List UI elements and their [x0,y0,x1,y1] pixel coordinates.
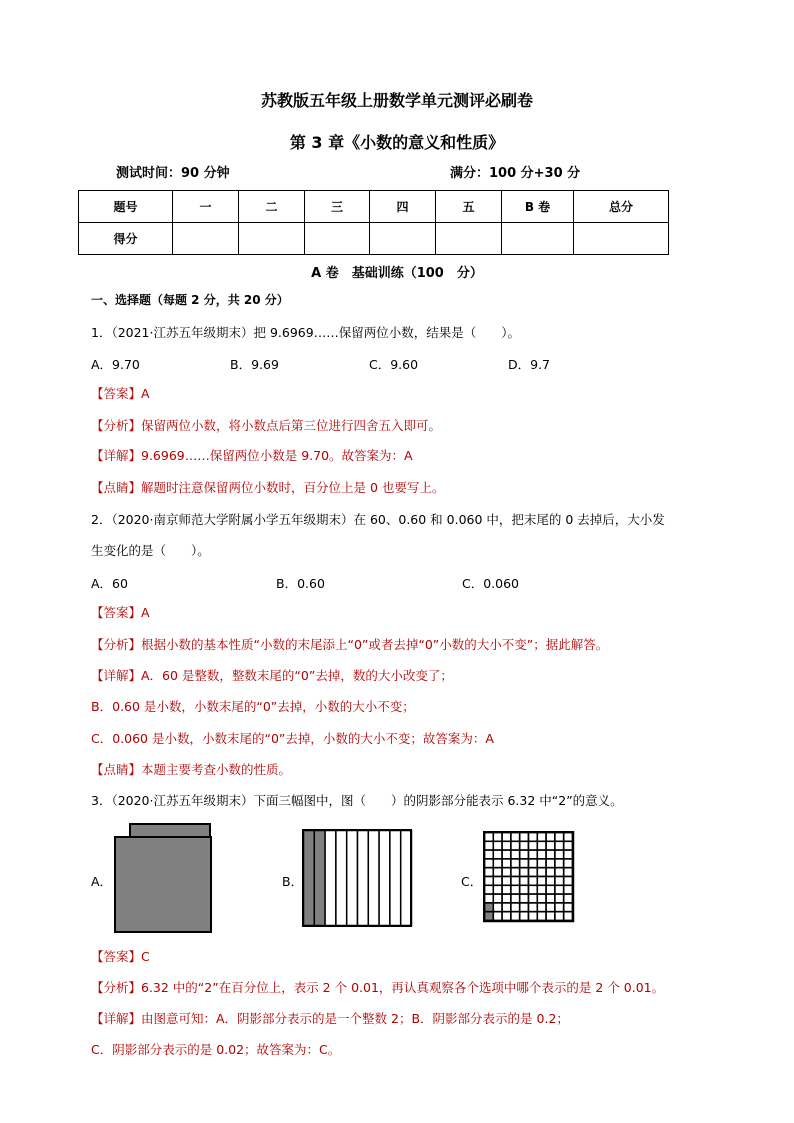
q2-answer: 【答案】A [91,605,150,620]
figure-c-cell [555,894,564,903]
figure-c-cell [546,833,555,842]
figure-c-cell [555,850,564,859]
figure-c-cell [502,894,511,903]
figure-c-cell [555,859,564,868]
figure-b-strip [314,831,325,926]
figure-c-cell [537,850,546,859]
figure-c-cell [511,894,520,903]
figure-c-cell [502,868,511,877]
figure-c-cell [564,877,573,886]
figure-c-cell [537,859,546,868]
figure-c-cell [546,912,555,921]
q3-answer: 【答案】C [91,949,150,964]
figure-c-cell [546,894,555,903]
figure-c-cell [493,859,502,868]
figure-c-cell [529,903,538,912]
q2-detail-c: C．0.060 是小数，小数末尾的“0”去掉，小数的大小不变；故答案为：A [91,731,494,746]
figure-c-cell [511,903,520,912]
figure-c-cell [555,877,564,886]
figure-c-cell [502,859,511,868]
figure-c-cell [493,841,502,850]
q1-stem: 1．（2021·江苏五年级期末）把 9.6969……保留两位小数，结果是（ ）。 [91,325,520,340]
figure-c-cell [529,868,538,877]
table-header-cell: B 卷 [502,191,574,223]
q3-label-c: C． [461,874,483,889]
figure-c-cell [511,833,520,842]
q1-answer: 【答案】A [91,386,150,401]
figure-c-cell [511,868,520,877]
figure-c-cell [502,850,511,859]
figure-c-cell [546,877,555,886]
figure-c-cell [502,912,511,921]
figure-c-cell [564,859,573,868]
table-header-cell: 总分 [574,191,669,223]
figure-c-cell [529,912,538,921]
figure-c-cell [485,903,494,912]
figure-c-cell [511,877,520,886]
figure-c-cell [520,841,529,850]
figure-b-strip [368,831,379,926]
figure-c-cell [502,903,511,912]
figure-b-strips [302,829,414,929]
figure-c-cell [529,885,538,894]
table-row-label: 得分 [79,223,173,255]
figure-c-cell [511,841,520,850]
q3-label-b: B． [282,874,304,889]
figure-c-cell [555,912,564,921]
figure-c-cell [520,885,529,894]
figure-c-cell [502,841,511,850]
figure-c-cell [485,868,494,877]
q2-detail-a: 【详解】A．60 是整数，整数末尾的“0”去掉，数的大小改变了； [91,668,453,683]
figure-c-cell [555,903,564,912]
figure-c-cell [511,885,520,894]
q1-analysis: 【分析】保留两位小数，将小数点后第三位进行四舍五入即可。 [91,418,442,433]
q2-analysis: 【分析】根据小数的基本性质“小数的末尾添上“0”或者去掉“0”小数的大小不变”；据此解答。 [91,637,609,652]
figure-c-cell [546,868,555,877]
figure-c-cell [564,894,573,903]
figure-b-strip [358,831,369,926]
score-cell[interactable] [436,223,502,255]
figure-c-cell [537,841,546,850]
q1-note: 【点睛】解题时注意保留两位小数时，百分位上是 0 也要写上。 [91,480,445,495]
figure-c-grid [483,831,575,931]
score-cell[interactable] [173,223,239,255]
figure-c-cell [493,877,502,886]
figure-c-cell [555,841,564,850]
full-score: 满分：100 分+30 分 [450,166,581,181]
doc-title: 苏教版五年级上册数学单元测评必刷卷 [260,91,533,110]
figure-c-cell [564,841,573,850]
figure-c-cell [537,912,546,921]
score-cell[interactable] [502,223,574,255]
section-heading: 一、选择题（每题 2 分，共 20 分） [91,293,289,307]
table-header-cell: 三 [305,191,370,223]
figure-c-cell [564,903,573,912]
figure-c-cell [502,877,511,886]
figure-b-strip [401,831,412,926]
figure-c-cell [555,885,564,894]
score-cell[interactable] [305,223,370,255]
figure-b-strip [379,831,390,926]
figure-c-cell [529,841,538,850]
figure-c-cell [546,841,555,850]
part-a-heading: A 卷 基础训练（100 分） [311,266,483,281]
figure-c-cell [546,850,555,859]
figure-c-cell [493,868,502,877]
chapter-title: 第 3 章《小数的意义和性质》 [289,133,505,152]
q2-option-c: C．0.060 [462,576,520,591]
figure-c-cell [564,850,573,859]
figure-c-cell [529,850,538,859]
figure-c-cell [502,833,511,842]
score-table [78,190,669,255]
test-time: 测试时间：90 分钟 [116,166,230,181]
figure-c-cell [537,877,546,886]
figure-c-cell [493,903,502,912]
figure-a-front-square [114,836,212,933]
figure-c-cell [529,859,538,868]
figure-c-cell [564,885,573,894]
q3-detail-1: 【详解】由图意可知：A．阴影部分表示的是一个整数 2；B．阴影部分表示的是 0.2； [91,1011,569,1026]
figure-c-cell [529,833,538,842]
q3-label-a: A． [91,874,113,889]
q2-stem: 2．（2020·南京师范大学附属小学五年级期末）在 60、0.60 和 0.060 中，把末尾的 0 去掉后，大小发 [91,512,665,527]
figure-c-cell [520,868,529,877]
figure-c-cell [537,903,546,912]
q3-stem: 3．（2020·江苏五年级期末）下面三幅图中，图（ ）的阴影部分能表示 6.32 中“2”的意义。 [91,793,623,808]
figure-c-cell [537,894,546,903]
figure-c-cell [502,885,511,894]
q2-option-a: A．60 [91,576,128,591]
table-header-cell: 二 [239,191,305,223]
figure-c-cell [555,833,564,842]
figure-c-cell [564,912,573,921]
table-header-cell: 题号 [79,191,173,223]
figure-c-cell [485,833,494,842]
table-header-cell: 四 [370,191,436,223]
q1-option-d: D．9.7 [508,357,551,372]
figure-c-cell [564,868,573,877]
figure-c-cell [520,894,529,903]
figure-c-cell [493,894,502,903]
figure-c-cell [485,885,494,894]
score-cell[interactable] [370,223,436,255]
figure-c-cell [485,841,494,850]
figure-b-strip [304,831,315,926]
figure-c-cell [485,912,494,921]
figure-c-cell [511,912,520,921]
figure-c-cell [537,833,546,842]
figure-b-strip [336,831,347,926]
q1-option-a: A．9.70 [91,357,140,372]
figure-c-cell [520,833,529,842]
figure-c-cell [520,877,529,886]
figure-c-cell [493,850,502,859]
figure-c-cell [537,868,546,877]
figure-b-strip [390,831,401,926]
figure-c-cell [511,859,520,868]
figure-c-cell [555,868,564,877]
q2-detail-b: B．0.60 是小数，小数末尾的“0”去掉，小数的大小不变； [91,699,415,714]
q2-stem-cont: 生变化的是（ ）。 [91,543,210,558]
figure-c-cell [529,877,538,886]
q2-note: 【点睛】本题主要考查小数的性质。 [91,762,292,777]
figure-c-cell [511,850,520,859]
q2-option-b: B．0.60 [276,576,325,591]
figure-c-cell [537,885,546,894]
figure-c-cell [493,912,502,921]
figure-c-cell [520,912,529,921]
figure-c-cell [485,894,494,903]
figure-c-cell [485,850,494,859]
figure-c-cell [493,833,502,842]
table-header-cell: 一 [173,191,239,223]
q1-option-b: B．9.69 [230,357,279,372]
figure-c-cell [520,850,529,859]
q3-analysis: 【分析】6.32 中的“2”在百分位上，表示 2 个 0.01，再认真观察各个选项中哪个表示的是 2 个 0.01。 [91,980,665,995]
figure-c-cell [529,894,538,903]
figure-c-cell [546,885,555,894]
score-cell[interactable] [239,223,305,255]
figure-c-cell [520,859,529,868]
figure-c-cell [546,903,555,912]
figure-c-cell [520,903,529,912]
figure-b-strip [325,831,336,926]
figure-b-strip [347,831,358,926]
figure-c-cell [546,859,555,868]
figure-c-cell [493,885,502,894]
score-cell[interactable] [574,223,669,255]
table-header-cell: 五 [436,191,502,223]
figure-c-cell [485,877,494,886]
q1-detail: 【详解】9.6969……保留两位小数是 9.70。故答案为：A [91,448,413,463]
figure-c-cell [485,859,494,868]
figure-c-cell [564,833,573,842]
q3-detail-2: C．阴影部分表示的是 0.02；故答案为：C。 [91,1042,341,1057]
q1-option-c: C．9.60 [369,357,419,372]
